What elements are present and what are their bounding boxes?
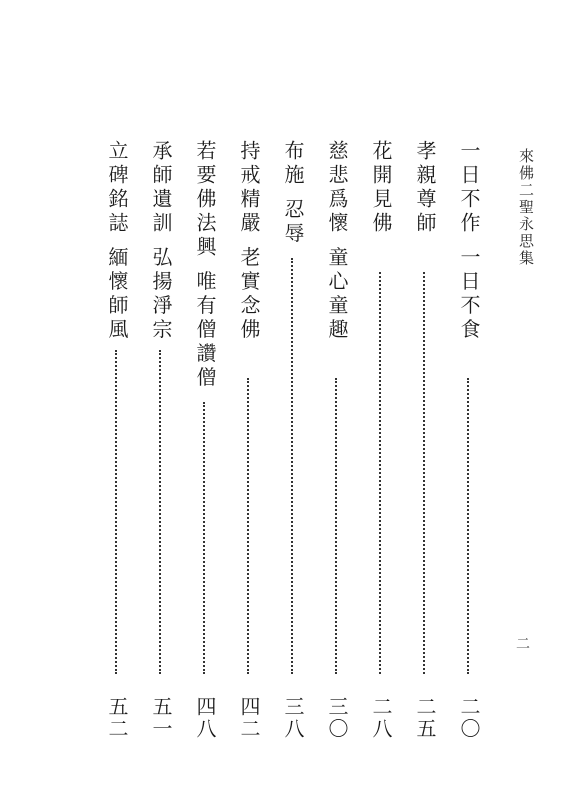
toc-entry-page: 四八 [193,696,217,740]
dot-leader [115,350,121,674]
toc-entry [191,140,219,740]
toc-entry-title: 若要佛法興 唯有僧讚僧 [193,140,217,391]
running-title: 來佛二聖永思集 [517,148,535,267]
dot-leader [247,378,253,674]
toc-entry-page: 四二 [237,696,261,740]
dot-leader [335,378,341,674]
page-number: 二 [514,636,530,650]
dot-leader [203,402,209,674]
toc-entry [411,140,439,740]
toc-entry-page: 三〇 [325,696,349,740]
dot-leader [159,350,165,674]
toc-entry [103,140,131,740]
toc-entry-title: 承師遺訓 弘揚淨宗 [149,140,173,343]
toc-entry-title: 孝親尊師 [413,140,437,236]
dot-leader [291,258,297,674]
toc-entry-page: 五一 [149,696,173,740]
toc-entry-title: 持戒精嚴 老實念佛 [237,140,261,343]
toc-entry-page: 二〇 [457,696,481,740]
toc-entry [147,140,175,740]
toc-entry [367,140,395,740]
dot-leader [467,378,473,674]
toc-entry-title: 布施 忍辱 [281,140,305,247]
toc-entry-page: 二五 [413,696,437,740]
dot-leader [423,272,429,674]
toc-entry [455,140,483,740]
toc-entry-title: 慈悲爲懷 童心童趣 [325,140,349,343]
toc-entry-page: 五二 [105,696,129,740]
toc-entry [323,140,351,740]
toc-entry-page: 三八 [281,696,305,740]
dot-leader [379,272,385,674]
toc-entry-title: 立碑銘誌 緬懷師風 [105,140,129,343]
toc-entry [279,140,307,740]
table-of-contents [83,140,483,740]
toc-entry-title: 花開見佛 [369,140,393,236]
toc-entry [235,140,263,740]
toc-entry-page: 二八 [369,696,393,740]
toc-entry-title: 一日不作 一日不食 [457,140,481,343]
